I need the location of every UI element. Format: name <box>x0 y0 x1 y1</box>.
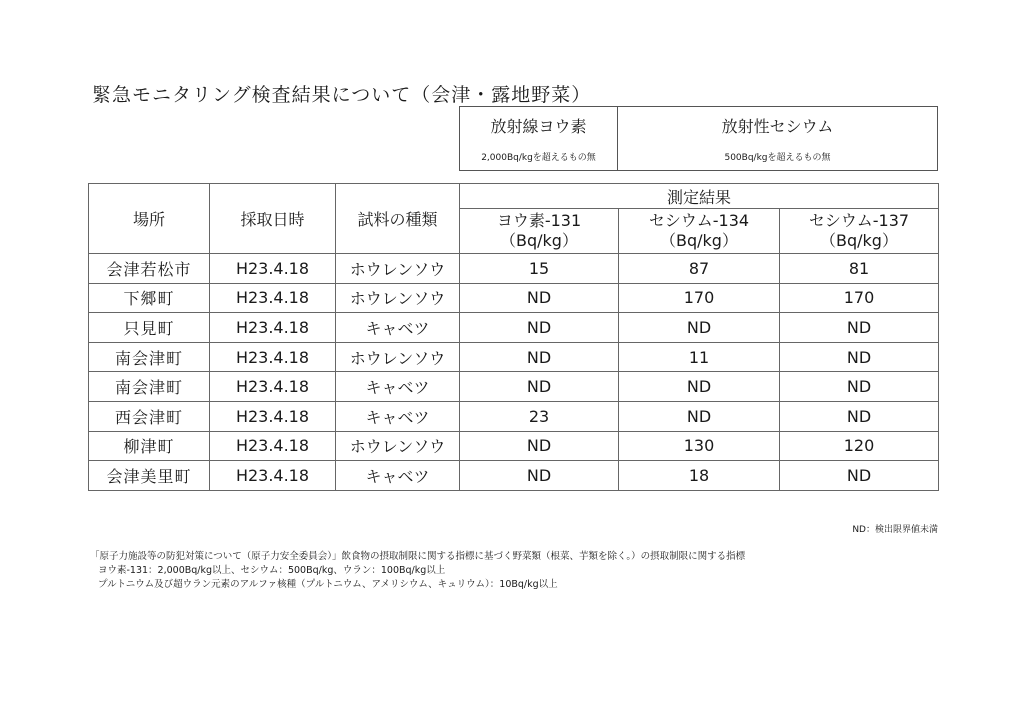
cell-place: 柳津町 <box>89 431 210 461</box>
iodine-summary-label: 放射線ヨウ素 <box>460 107 618 144</box>
header-cs134-unit: （Bq/kg） <box>660 231 738 250</box>
cell-cs137: ND <box>780 401 939 431</box>
table-row <box>89 254 939 284</box>
cell-i131: ND <box>460 313 619 343</box>
cell-cs134: ND <box>619 401 780 431</box>
header-cs137 <box>780 209 939 254</box>
cell-sample: ホウレンソウ <box>336 342 460 372</box>
table-row <box>89 313 939 343</box>
header-i131-label: ヨウ素-131 <box>496 211 582 230</box>
header-cs137-label: セシウム-137 <box>808 211 910 230</box>
cell-cs137: ND <box>780 342 939 372</box>
cell-cs137: 120 <box>780 431 939 461</box>
results-table <box>88 183 939 491</box>
cell-cs134: ND <box>619 372 780 402</box>
cell-sample: キャベツ <box>336 401 460 431</box>
cell-date: H23.4.18 <box>210 342 336 372</box>
header-cs137-unit: （Bq/kg） <box>820 231 898 250</box>
header-i131-unit: （Bq/kg） <box>500 231 578 250</box>
cell-i131: ND <box>460 431 619 461</box>
note-line-3: プルトニウム及び超ウラン元素のアルファ核種（プルトニウム、アメリシウム、キュリウム）：10Bq/kg以上 <box>98 579 558 590</box>
cell-date: H23.4.18 <box>210 461 336 491</box>
cell-i131: ND <box>460 342 619 372</box>
cell-date: H23.4.18 <box>210 313 336 343</box>
table-row <box>89 283 939 313</box>
cell-sample: キャベツ <box>336 461 460 491</box>
cell-cs134: 18 <box>619 461 780 491</box>
cell-cs137: 81 <box>780 254 939 284</box>
cell-date: H23.4.18 <box>210 431 336 461</box>
cell-place: 会津美里町 <box>89 461 210 491</box>
cell-cs137: ND <box>780 461 939 491</box>
header-place: 場所 <box>89 184 210 254</box>
cell-cs137: ND <box>780 372 939 402</box>
cesium-summary-note: 500Bq/kgを超えるもの無 <box>618 143 938 171</box>
cell-i131: ND <box>460 283 619 313</box>
cell-i131: ND <box>460 461 619 491</box>
cell-place: 南会津町 <box>89 342 210 372</box>
cell-place: 会津若松市 <box>89 254 210 284</box>
note-line-2: ヨウ素-131：2,000Bq/kg以上、セシウム：500Bq/kg、ウラン：100Bq/kg以上 <box>98 565 446 576</box>
cell-cs134: 170 <box>619 283 780 313</box>
note-line-1: 「原子力施設等の防犯対策について（原子力安全委員会）」飲食物の摂取制限に関する指標に基づく野菜類（根菜、芋類を除く。）の摂取制限に関する指標 <box>90 551 746 562</box>
table-row <box>89 431 939 461</box>
cell-date: H23.4.18 <box>210 372 336 402</box>
cell-sample: キャベツ <box>336 372 460 402</box>
cell-place: 下郷町 <box>89 283 210 313</box>
cell-sample: ホウレンソウ <box>336 283 460 313</box>
cell-i131: 15 <box>460 254 619 284</box>
header-results: 測定結果 <box>460 184 939 209</box>
header-i131 <box>460 209 619 254</box>
table-row <box>89 461 939 491</box>
header-sample: 試料の種類 <box>336 184 460 254</box>
header-date: 採取日時 <box>210 184 336 254</box>
nd-legend: ND：検出限界値未満 <box>852 525 938 535</box>
cell-i131: ND <box>460 372 619 402</box>
header-cs134 <box>619 209 780 254</box>
cell-sample: ホウレンソウ <box>336 254 460 284</box>
cell-sample: ホウレンソウ <box>336 431 460 461</box>
summary-box <box>459 106 938 171</box>
page-title: 緊急モニタリング検査結果について（会津・露地野菜） <box>92 84 592 106</box>
cell-cs134: ND <box>619 313 780 343</box>
cell-cs137: ND <box>780 313 939 343</box>
iodine-summary-note: 2,000Bq/kgを超えるもの無 <box>460 143 618 171</box>
table-row <box>89 342 939 372</box>
cesium-summary-label: 放射性セシウム <box>618 107 938 144</box>
cell-cs134: 130 <box>619 431 780 461</box>
header-cs134-label: セシウム-134 <box>648 211 750 230</box>
cell-place: 西会津町 <box>89 401 210 431</box>
cell-cs134: 11 <box>619 342 780 372</box>
cell-place: 只見町 <box>89 313 210 343</box>
cell-cs134: 87 <box>619 254 780 284</box>
notes-block <box>90 550 745 592</box>
cell-date: H23.4.18 <box>210 254 336 284</box>
cell-i131: 23 <box>460 401 619 431</box>
table-row <box>89 401 939 431</box>
table-row <box>89 372 939 402</box>
cell-date: H23.4.18 <box>210 401 336 431</box>
cell-cs137: 170 <box>780 283 939 313</box>
cell-place: 南会津町 <box>89 372 210 402</box>
cell-sample: キャベツ <box>336 313 460 343</box>
cell-date: H23.4.18 <box>210 283 336 313</box>
